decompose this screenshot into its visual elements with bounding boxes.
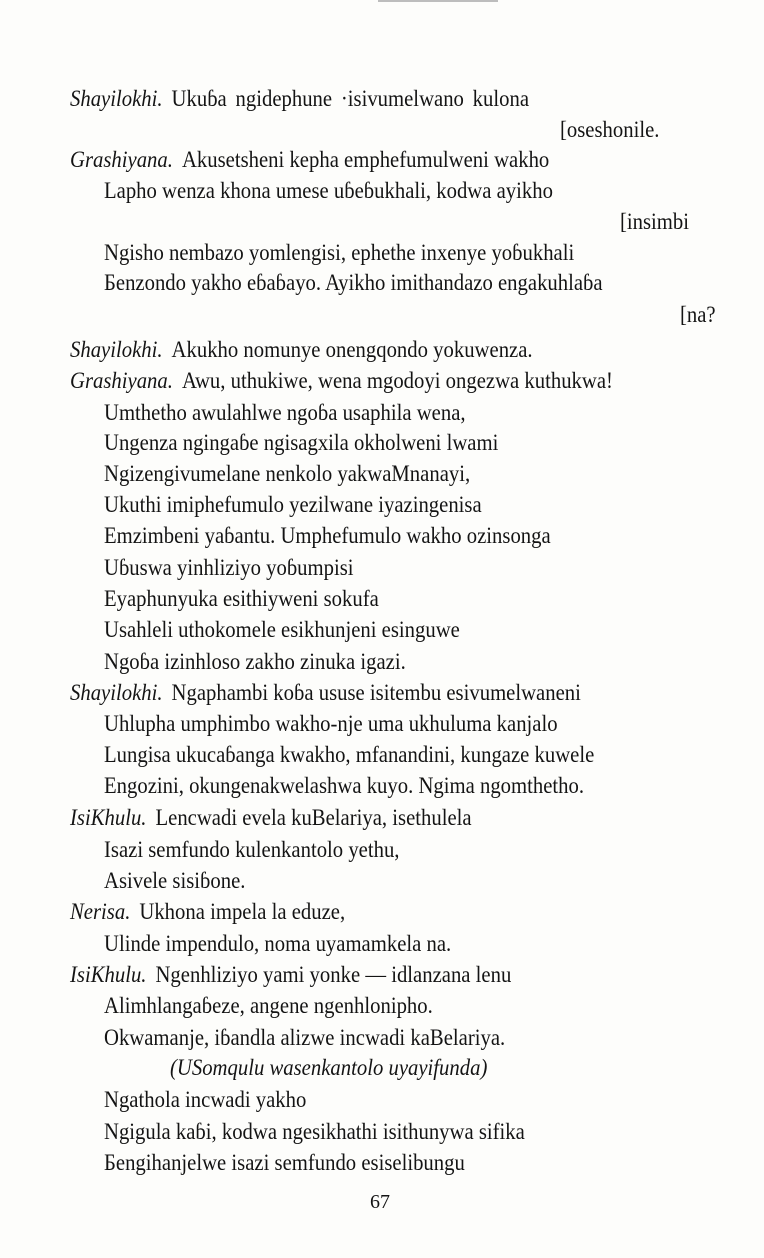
line-text: Ukuɓa ngidephune ·isivumelwano kulona bbox=[171, 86, 530, 111]
dialogue-line bbox=[104, 615, 460, 645]
dialogue-line bbox=[104, 1117, 525, 1147]
dialogue-line bbox=[70, 803, 472, 833]
line-text: Alimhlangaɓeze, angene ngenhlonipho. bbox=[104, 993, 433, 1018]
dialogue-line bbox=[104, 428, 498, 458]
line-text: Eyaphunyuka esithiyweni sokufa bbox=[104, 586, 379, 611]
dialogue-line bbox=[104, 490, 482, 520]
dialogue-line bbox=[104, 771, 584, 801]
line-text: Ungenza ngingaɓe ngisagxila okholweni lwami bbox=[104, 430, 499, 455]
dialogue-line bbox=[104, 176, 553, 206]
line-text: Ngenhliziyo yami yonke — idlanzana lenu bbox=[155, 962, 512, 987]
line-text: Ukuthi imiphefumulo yezilwane iyazingenisa bbox=[104, 492, 482, 517]
line-text: Uhlupha umphimbo wakho-nje uma ukhuluma kanjalo bbox=[104, 711, 558, 736]
line-text: Lungisa ukucaɓanga kwakho, mfanandini, kungaze kuwele bbox=[104, 742, 595, 767]
speaker-name: Shayilokhi. bbox=[70, 86, 163, 111]
dialogue-line bbox=[680, 300, 716, 330]
dialogue-line bbox=[104, 268, 603, 298]
line-text: Isazi semfundo kulenkantolo yethu, bbox=[104, 837, 400, 862]
line-text: Lencwadi evela kuBelariya, isethulela bbox=[155, 805, 472, 830]
speaker-name: Grashiyana. bbox=[70, 368, 173, 393]
dialogue-line bbox=[104, 929, 451, 959]
dialogue-line bbox=[104, 238, 574, 268]
dialogue-line bbox=[104, 709, 558, 739]
dialogue-line bbox=[70, 335, 533, 365]
speaker-name: Nerisa. bbox=[70, 899, 131, 924]
dialogue-line bbox=[104, 647, 406, 677]
line-text: Ngoɓa izinhloso zakho zinuka igazi. bbox=[104, 649, 406, 674]
dialogue-line bbox=[104, 740, 594, 770]
dialogue-line bbox=[104, 1023, 505, 1053]
dialogue-line bbox=[70, 960, 511, 990]
line-text: Lapho wenza khona umese uɓeɓukhali, kodwa ayikho bbox=[104, 178, 553, 203]
line-text: Ulinde impendulo, noma uyamamkela na. bbox=[104, 931, 452, 956]
dialogue-line bbox=[104, 553, 354, 583]
dialogue-line bbox=[104, 521, 551, 551]
line-text: Uɓuswa yinhliziyo yoɓumpisi bbox=[104, 555, 354, 580]
line-text: Ngisho nembazo yomlengisi, ephethe inxenye yoɓukhali bbox=[104, 240, 575, 265]
dialogue-line bbox=[560, 115, 659, 145]
line-text: Ngaphambi koɓa ususe isitembu esivumelwaneni bbox=[171, 680, 581, 705]
line-text: [oseshonile. bbox=[560, 117, 660, 142]
dialogue-line bbox=[104, 835, 399, 865]
line-text: Okwamanje, iɓandla alizwe incwadi kaBelariya. bbox=[104, 1025, 506, 1050]
dialogue-line bbox=[104, 866, 245, 896]
dialogue-line bbox=[70, 84, 529, 114]
line-text: Asivele sisiɓone. bbox=[104, 868, 246, 893]
dialogue-line bbox=[104, 584, 379, 614]
line-text: [insimbi bbox=[620, 209, 690, 234]
line-text: Ukhona impela la eduze, bbox=[139, 899, 346, 924]
line-text: Ƃengihanjelwe isazi semfundo esiselibungu bbox=[104, 1150, 465, 1175]
speaker-name: Grashiyana. bbox=[70, 147, 173, 172]
line-text: Ngizengivumelane nenkolo yakwaMnanayi, bbox=[104, 461, 471, 486]
speaker-name: Shayilokhi. bbox=[70, 337, 163, 362]
dialogue-line bbox=[70, 678, 581, 708]
dialogue-line bbox=[104, 1148, 465, 1178]
line-text: Akusetsheni kepha emphefumulweni wakho bbox=[181, 147, 550, 172]
line-text: Akukho nomunye onengqondo yokuwenza. bbox=[171, 337, 533, 362]
line-text: Ngathola incwadi yakho bbox=[104, 1087, 307, 1112]
dialogue-line bbox=[104, 1085, 306, 1115]
page-number: 67 bbox=[370, 1191, 390, 1213]
line-text: Ngigula kaɓi, kodwa ngesikhathi isithunywa sifika bbox=[104, 1119, 525, 1144]
dialogue-line bbox=[104, 459, 470, 489]
dialogue-line bbox=[620, 207, 689, 237]
line-text: [na? bbox=[680, 302, 716, 327]
line-text: Umthetho awulahlwe ngoɓa usaphila wena, bbox=[104, 400, 466, 425]
top-edge-line bbox=[378, 0, 498, 2]
line-text: Ƃenzondo yakho eɓaɓayo. Ayikho imithandazo engakuhlaɓa bbox=[104, 270, 603, 295]
line-text: Usahleli uthokomele esikhunjeni esinguwe bbox=[104, 617, 460, 642]
line-text: Emzimbeni yaɓantu. Umphefumulo wakho ozinsonga bbox=[104, 523, 551, 548]
line-text: Engozini, okungenakwelashwa kuyo. Ngima ngomthetho. bbox=[104, 773, 585, 798]
dialogue-line bbox=[104, 398, 466, 428]
dialogue-line bbox=[104, 991, 433, 1021]
speaker-name: IsiKhulu. bbox=[70, 805, 147, 830]
line-text: Awu, uthukiwe, wena mgodoyi ongezwa kuthukwa! bbox=[181, 368, 613, 393]
dialogue-line bbox=[70, 366, 613, 396]
speaker-name: Shayilokhi. bbox=[70, 680, 163, 705]
speaker-name: IsiKhulu. bbox=[70, 962, 147, 987]
dialogue-line bbox=[70, 897, 345, 927]
line-text: (USomqulu wasenkantolo uyayifunda) bbox=[170, 1055, 488, 1080]
dialogue-line bbox=[70, 145, 549, 175]
stage-direction bbox=[170, 1053, 487, 1083]
